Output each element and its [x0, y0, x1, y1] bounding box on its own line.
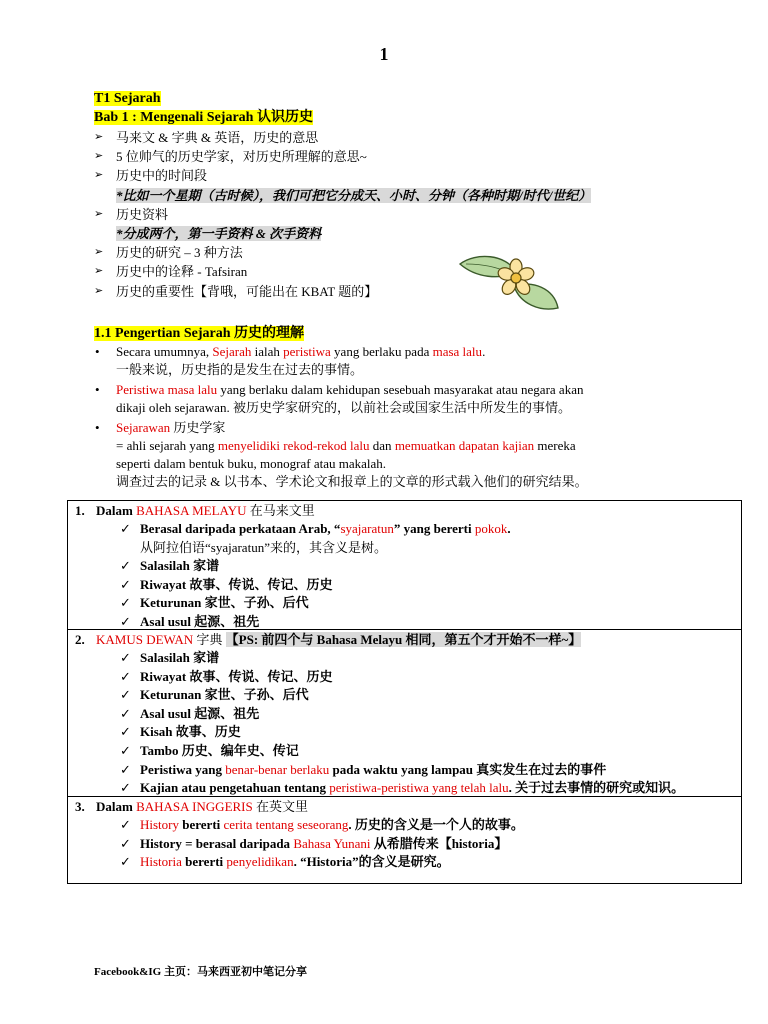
check-icon: ✓ — [120, 780, 131, 796]
definition-box-english — [67, 796, 742, 884]
list-item: ✓ Asal usul 起源、祖先 — [120, 705, 741, 724]
box-heading: 3. Dalam BAHASA INGGERIS 在英文里 — [75, 799, 309, 814]
check-icon: ✓ — [120, 742, 131, 758]
flower-icon — [456, 250, 560, 314]
check-icon: ✓ — [120, 817, 131, 832]
arrow-icon: ➢ — [94, 284, 104, 297]
list-item: ➢ 马来文 & 字典 & 英语，历史的意思 — [94, 128, 654, 147]
chapter-title: Bab 1 : Mengenali Sejarah 认识历史 — [94, 110, 313, 125]
definition-box-kamus — [67, 629, 742, 797]
note: *分成两个，第一手资料 & 次手资料 — [116, 226, 322, 242]
check-icon: ✓ — [120, 650, 131, 665]
arrow-icon: ➢ — [94, 207, 104, 220]
check-icon: ✓ — [120, 558, 131, 574]
list-item: ✓ Asal usul 起源、祖先 — [120, 613, 741, 632]
footer-credit: Facebook&IG 主页：马来西亚初中笔记分享 — [94, 966, 307, 978]
list-item: ➢ 历史的重要性【背哦，可能出在 KBAT 题的】 — [94, 282, 654, 301]
list-item: ✓ Salasilah 家谱 — [120, 557, 741, 576]
list-item: ✓ Historia bererti penyelidikan. “Historia”的含义是研究。 — [120, 853, 741, 872]
list-item: ✓ Kisah 故事、历史 — [120, 723, 741, 742]
check-icon: ✓ — [120, 668, 131, 684]
list-item: ➢ 历史资料 — [94, 205, 654, 224]
bullet-icon: • — [95, 420, 100, 435]
list-item: ✓ Kajian atau pengetahuan tentang peristiwa-peristiwa yang telah lalu. 关于过去事情的研究或知识。 — [120, 779, 741, 798]
list-item: ✓ Riwayat 故事、传说、传记、历史 — [120, 576, 741, 595]
definition-box-malay — [67, 500, 742, 630]
section-heading: 1.1 Pengertian Sejarah 历史的理解 — [94, 326, 304, 341]
check-icon: ✓ — [120, 613, 131, 629]
arrow-icon: ➢ — [94, 265, 104, 278]
list-item: ➢ 5 位帅气的历史学家，对历史所理解的意思~ — [94, 147, 654, 166]
topic-list — [94, 128, 654, 301]
box-heading: 2. KAMUS DEWAN 字典 【PS: 前四个与 Bahasa Melayu 相同，第五个才开始不一样~】 — [75, 632, 582, 647]
list-item: ✓ Salasilah 家谱 — [120, 649, 741, 668]
check-icon: ✓ — [120, 835, 131, 851]
list-item: ➢ 历史中的诠释 - Tafsiran — [94, 262, 654, 281]
arrow-icon: ➢ — [94, 246, 104, 259]
check-icon: ✓ — [120, 724, 131, 740]
list-item: ✓ Tambo 历史、编年史、传记 — [120, 742, 741, 761]
bullet-icon: • — [95, 344, 100, 359]
note: *比如一个星期（古时候），我们可把它分成天、小时、分钟（各种时期/时代/世纪） — [116, 187, 592, 203]
arrow-icon: ➢ — [94, 169, 104, 182]
list-item: • Secara umumnya, Sejarah ialah peristiwa yang berlaku pada masa lalu. 一般来说，历史指的是发生在过去的事情。 — [95, 344, 486, 377]
check-icon: ✓ — [120, 521, 131, 536]
check-icon: ✓ — [120, 761, 131, 777]
list-item: ✓ Riwayat 故事、传说、传记、历史 — [120, 668, 741, 687]
definition-list — [94, 343, 684, 493]
list-item: ➢ 历史的研究 – 3 种方法 — [94, 243, 654, 262]
list-item: ✓ Peristiwa yang benar-benar berlaku pada waktu yang lampau 真实发生在过去的事件 — [120, 761, 741, 780]
check-icon: ✓ — [120, 595, 131, 611]
list-item: • Sejarawan 历史学家 = ahli sejarah yang menyelidiki rekod-rekod lalu dan memuatkan dapatan kajian mereka seperti dalam bentuk buku, monograf atau makalah. 调查过去的记录 & 以书本、学术论文和报章上的文章的形式载入他们的研究结果。 — [95, 420, 588, 489]
list-item: ➢ 历史中的时间段 — [94, 166, 654, 185]
check-icon: ✓ — [120, 854, 131, 870]
list-item: ✓ Keturunan 家世、子孙、后代 — [120, 686, 741, 705]
list-item: ✓ Berasal daripada perkataan Arab, “syajaratun” yang bererti pokok. 从阿拉伯语“syajaratun”来的，其含义是树。 — [120, 521, 511, 555]
bullet-icon: • — [95, 382, 100, 397]
box-heading: 1. Dalam BAHASA MELAYU 在马来文里 — [75, 503, 315, 518]
list-item: ✓ History bererti cerita tentang seseorang. 历史的含义是一个人的故事。 — [120, 816, 741, 835]
arrow-icon: ➢ — [94, 131, 104, 143]
check-icon: ✓ — [120, 687, 131, 703]
check-icon: ✓ — [120, 576, 131, 592]
title-block — [94, 89, 313, 127]
arrow-icon: ➢ — [94, 150, 104, 163]
check-icon: ✓ — [120, 705, 131, 721]
page-number: 1 — [379, 44, 389, 64]
page-title: T1 Sejarah — [94, 91, 161, 106]
list-item: ✓ History = berasal daripada Bahasa Yunani 从希腊传来【historia】 — [120, 835, 741, 854]
list-item: ✓ Keturunan 家世、子孙、后代 — [120, 594, 741, 613]
list-item: • Peristiwa masa lalu yang berlaku dalam kehidupan sesebuah masyarakat atau negara akan dikaji oleh sejarawan. 被历史学家研究的，以前社会或国家生活中所发生的事情。 — [95, 382, 584, 415]
